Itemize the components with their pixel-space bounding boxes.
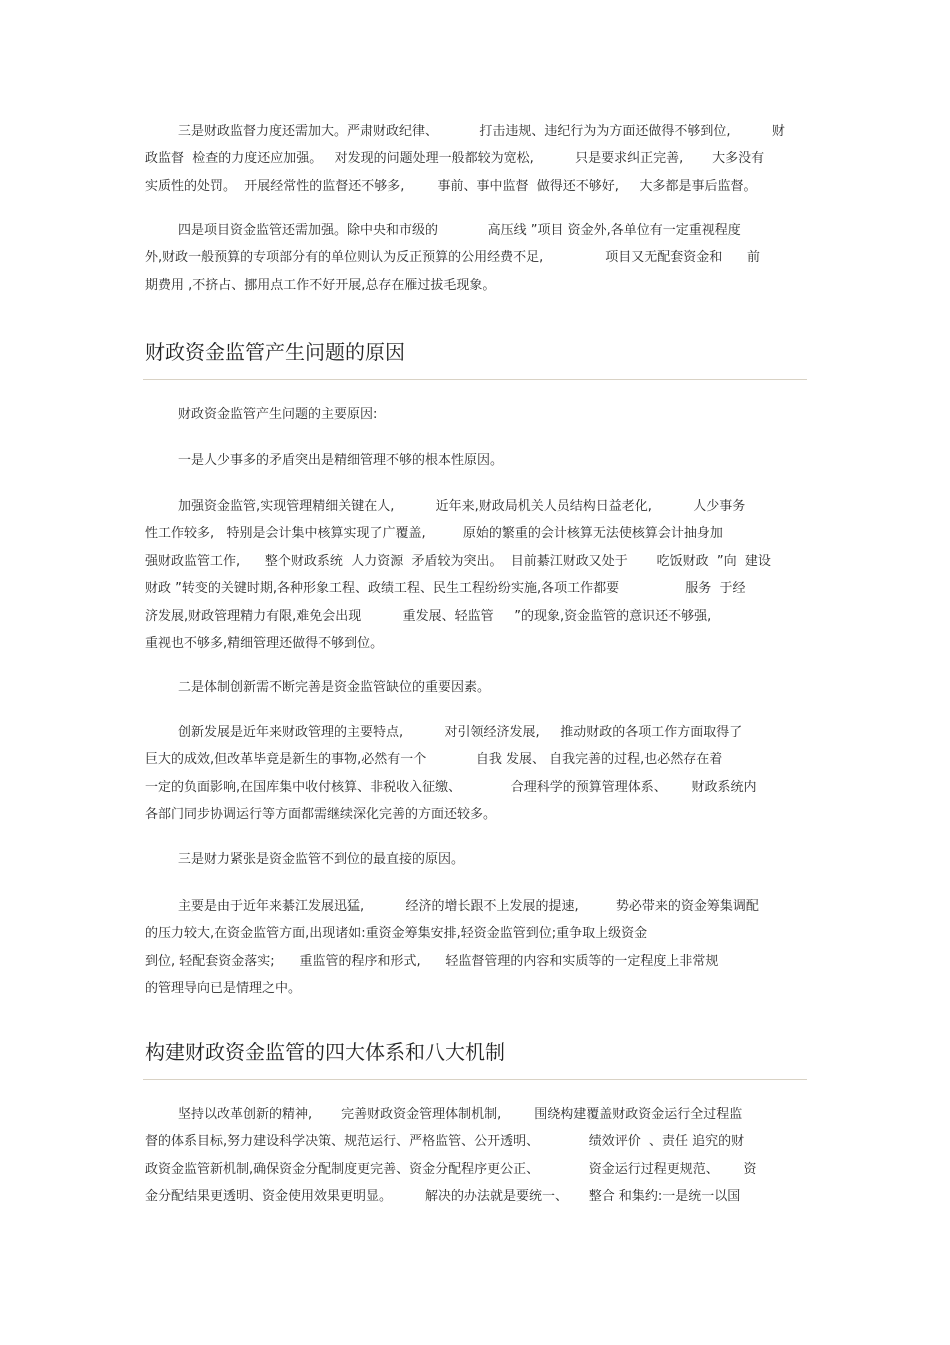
paragraph-innovation bbox=[145, 719, 807, 829]
paragraph-cause-three bbox=[145, 846, 807, 873]
heading-divider bbox=[143, 1079, 807, 1080]
paragraph-supervision-strength bbox=[145, 118, 807, 200]
paragraph-financial-pressure bbox=[145, 893, 807, 1003]
text-line: 期费用 ,不挤占、挪用点工作不好开展,总存在雁过拔毛现象。 bbox=[145, 277, 496, 293]
text-line: 强财政监管工作, 整个财政系统 人力资源 矛盾较为突出。 目前綦江财政又处于 吃饭财政 ”向 建设 bbox=[145, 553, 771, 569]
text-line: 的管理导向已是情理之中。 bbox=[145, 981, 302, 997]
text-line: 财政资金监管产生问题的主要原因: bbox=[145, 407, 378, 422]
paragraph-reform bbox=[145, 1101, 807, 1211]
text-line: 创新发展是近年来财政管理的主要特点, 对引领经济发展, 推动财政的各项工作方面取得了 bbox=[145, 725, 743, 740]
section-heading-systems: 构建财政资金监管的四大体系和八大机制 bbox=[145, 1040, 505, 1064]
text-line: 外,财政一般预算的专项部分有的单位则认为反正预算的公用经费不足, 项目又无配套资金和 前 bbox=[145, 250, 761, 266]
text-line: 政监督 检查的力度还应加强。 对发现的问题处理一般都较为宽松, 只是要求纠正完善, 大多没有 bbox=[145, 151, 765, 167]
section-heading-causes: 财政资金监管产生问题的原因 bbox=[145, 340, 405, 364]
paragraph-main-causes bbox=[145, 401, 807, 428]
text-line: 的压力较大,在资金监管方面,出现诸如:重资金筹集安排,轻资金监管到位;重争取上级资金 bbox=[145, 926, 648, 942]
paragraph-project-funds bbox=[145, 217, 807, 299]
paragraph-cause-one bbox=[145, 447, 807, 474]
text-line: 性工作较多, 特别是会计集中核算实现了广覆盖, 原始的繁重的会计核算无法使核算会计抽身加 bbox=[145, 526, 723, 542]
text-line: 坚持以改革创新的精神, 完善财政资金管理体制机制, 围绕构建覆盖财政资金运行全过程监 bbox=[145, 1107, 743, 1122]
text-line: 主要是由于近年来綦江发展迅猛, 经济的增长跟不上发展的提速, 势必带来的资金筹集调配 bbox=[145, 899, 759, 914]
text-line: 四是项目资金监管还需加强。除中央和市级的 高压线 ”项目 资金外,各单位有一定重视程度 bbox=[145, 223, 741, 238]
text-line: 三是财力紧张是资金监管不到位的最直接的原因。 bbox=[145, 852, 465, 867]
text-line: 加强资金监管,实现管理精细关键在人, 近年来,财政局机关人员结构日益老化, 人少事务 bbox=[145, 499, 746, 514]
text-line: 二是体制创新需不断完善是资金监管缺位的重要因素。 bbox=[145, 680, 491, 695]
heading-divider bbox=[143, 379, 807, 380]
text-line: 巨大的成效,但改革毕竟是新生的事物,必然有一个 自我 发展、 自我完善的过程,也必然存在着 bbox=[145, 752, 723, 768]
text-line: 金分配结果更透明、资金使用效果更明显。 解决的办法就是要统一、 整合 和集约:一是统一以国 bbox=[145, 1189, 741, 1205]
text-line: 三是财政监督力度还需加大。严肃财政纪律、 打击违规、违纪行为为方面还做得不够到位, 财 bbox=[145, 124, 785, 139]
text-line: 一是人少事多的矛盾突出是精细管理不够的根本性原因。 bbox=[145, 453, 504, 468]
text-line: 实质性的处罚。 开展经常性的监督还不够多, 事前、事中监督 做得还不够好, 大多都是事后监督。 bbox=[145, 178, 757, 194]
text-line: 济发展,财政管理精力有限,难免会出现 重发展、轻监管 ”的现象,资金监管的意识还不够强, bbox=[145, 608, 712, 624]
text-line: 各部门同步协调运行等方面都需继续深化完善的方面还较多。 bbox=[145, 807, 497, 823]
text-line: 政资金监管新机制,确保资金分配制度更完善、资金分配程序更公正、 资金运行过程更规范、 资 bbox=[145, 1161, 757, 1177]
text-line: 重视也不够多,精细管理还做得不够到位。 bbox=[145, 635, 384, 651]
text-line: 财政 ”转变的关键时期,各种形象工程、政绩工程、民生工程纷纷实施,各项工作都要 服务 于经 bbox=[145, 581, 746, 597]
paragraph-cause-two bbox=[145, 674, 807, 701]
text-line: 督的体系目标,努力建设科学决策、规范运行、严格监管、公开透明、 绩效评价 、责任 追究的财 bbox=[145, 1134, 745, 1150]
text-line: 一定的负面影响,在国库集中收付核算、非税收入征缴、 合理科学的预算管理体系、 财政系统内 bbox=[145, 779, 757, 795]
text-line: 到位, 轻配套资金落实; 重监管的程序和形式, 轻监督管理的内容和实质等的一定程度上非常规 bbox=[145, 953, 719, 969]
paragraph-staffing bbox=[145, 493, 807, 657]
